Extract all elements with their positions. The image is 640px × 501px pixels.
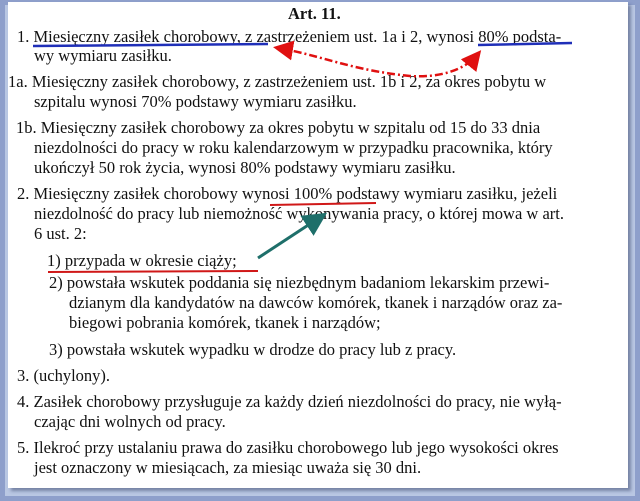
paragraph-1-line-2: wy wymiaru zasiłku. <box>34 46 172 65</box>
paragraph-4-line-1: 4. Zasiłek chorobowy przysługuje za każdy dzień niezdolności do pracy, nie wyłą- <box>17 392 562 411</box>
item-1: 1) przypada w okresie ciąży; <box>47 251 237 270</box>
document-page <box>8 2 628 488</box>
paragraph-1b-line-3: ukończył 50 rok życia, wynosi 80% podstawy wymiaru zasiłku. <box>34 158 456 177</box>
paragraph-4-line-2: czając dni wolnych od pracy. <box>34 412 226 431</box>
paragraph-1a-line-1: 1a. Miesięczny zasiłek chorobowy, z zastrzeżeniem ust. 1b i 2, za okres pobytu w <box>8 72 547 91</box>
item-3: 3) powstała wskutek wypadku w drodze do pracy lub z pracy. <box>49 340 457 359</box>
paragraph-1a-line-2: szpitalu wynosi 70% podstawy wymiaru zasiłku. <box>34 92 357 111</box>
item-2-line-2: dzianym dla kandydatów na dawców komórek, tkanek i narządów oraz za- <box>69 293 563 312</box>
item-2-line-1: 2) powstała wskutek poddania się niezbędnym badaniom lekarskim przewi- <box>49 273 550 292</box>
paragraph-5-line-2: jest oznaczony w miesiącach, za miesiąc uważa się 30 dni. <box>34 458 422 477</box>
article-title: Art. 11. <box>288 4 341 23</box>
paragraph-3: 3. (uchylony). <box>17 366 111 385</box>
paragraph-1b-line-2: niezdolności do pracy w roku kalendarzowym w przypadku pracownika, który <box>34 138 553 157</box>
paragraph-2-line-1: 2. Miesięczny zasiłek chorobowy wynosi 100% podstawy wymiaru zasiłku, jeżeli <box>17 184 558 203</box>
paragraph-1-line-1: 1. Miesięczny zasiłek chorobowy, z zastrzeżeniem ust. 1a i 2, wynosi 80% podsta- <box>17 27 562 46</box>
paragraph-2-line-3: 6 ust. 2: <box>34 224 87 243</box>
paragraph-1b-line-1: 1b. Miesięczny zasiłek chorobowy za okres pobytu w szpitalu od 15 do 33 dnia <box>16 118 541 137</box>
paragraph-5-line-1: 5. Ilekroć przy ustalaniu prawa do zasiłku chorobowego lub jego wysokości okres <box>17 438 559 457</box>
paragraph-2-line-2: niezdolność do pracy lub niemożność wykonywania pracy, o której mowa w art. <box>34 204 564 223</box>
item-2-line-3: biegowi pobrania komórek, tkanek i narządów; <box>69 313 381 332</box>
